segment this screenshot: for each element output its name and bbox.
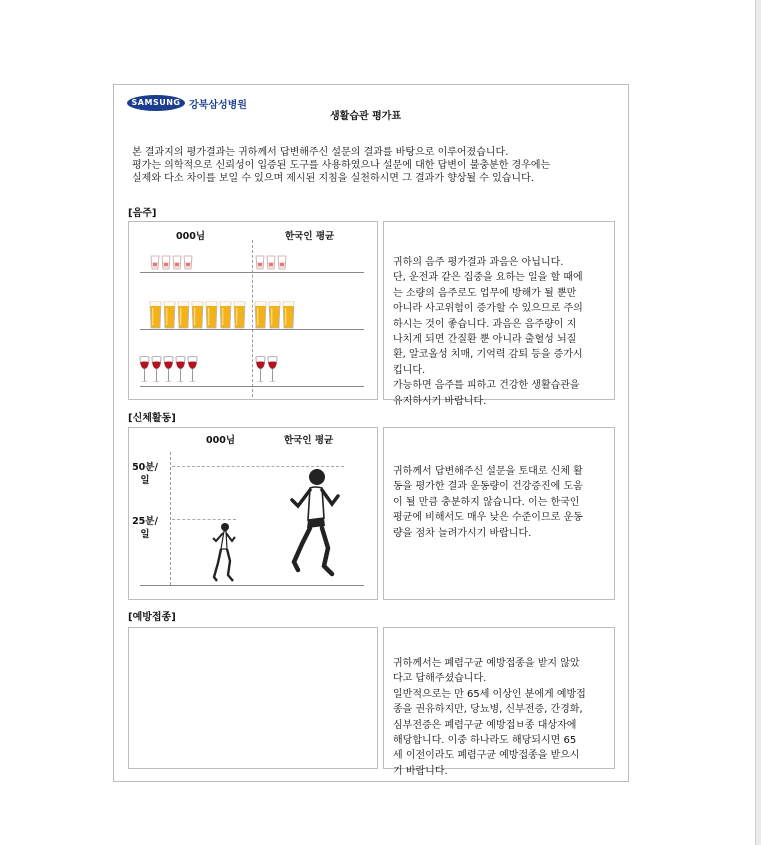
soju-glass-icon — [161, 255, 171, 270]
activity-advice-line: 평균에 비해서도 매우 낮은 수준이므로 운동 — [393, 512, 583, 524]
alcohol-row-line — [140, 272, 364, 273]
soju-glass-icon — [183, 255, 193, 270]
wine-glass-icon — [175, 356, 186, 384]
beer-glass-icon — [163, 301, 176, 329]
soju-glasses-average — [255, 255, 287, 270]
page-title: 생활습관 평가표 — [330, 111, 402, 122]
alcohol-col-average: 한국인 평균 — [285, 231, 335, 242]
beer-glass-icon — [254, 301, 267, 329]
alcohol-col-user: 000님 — [176, 231, 206, 242]
wine-glass-icon — [151, 356, 162, 384]
wine-glasses-average — [255, 356, 278, 384]
samsung-logo: SAMSUNG — [127, 95, 185, 111]
activity-col-user: 000님 — [206, 435, 236, 446]
section-label-vaccination: [예방접종] — [128, 612, 176, 623]
alcohol-advice — [393, 255, 583, 409]
intro-line: 평가는 의학적으로 신뢰성이 입증된 도구를 사용하였으나 설문에 대한 답변이 불충분한 경우에는 — [132, 160, 551, 171]
activity-y-label-high — [130, 461, 160, 487]
activity-advice-line: 동을 평가한 결과 운동량이 건강증진에 도움 — [393, 481, 583, 493]
alcohol-advice-line: 아니라 사고위험이 증가할 수 있으므로 주의 — [393, 303, 583, 315]
vaccination-advice-line: 심부전증은 폐렴구균 예방접ㅂ종 대상자에 — [393, 719, 577, 731]
soju-glass-icon — [255, 255, 265, 270]
vaccination-advice-line: 종을 권유하지만, 당뇨병, 신부전증, 간경화, — [393, 704, 583, 716]
intro-paragraph — [132, 146, 550, 185]
vaccination-advice-line: 다고 답해주셨습니다. — [393, 673, 487, 685]
activity-y-axis — [170, 452, 171, 585]
hospital-logo-text: 강북삼성병원 — [189, 100, 247, 111]
alcohol-row-line — [140, 386, 364, 387]
soju-glass-icon — [277, 255, 287, 270]
beer-glass-icon — [219, 301, 232, 329]
activity-y-low-value: 25분/ 일 — [132, 516, 158, 540]
runner-large-icon — [284, 466, 344, 584]
section-label-alcohol: [음주] — [128, 208, 157, 219]
vaccination-advice — [393, 656, 586, 779]
beer-glasses-user — [149, 301, 246, 329]
section-label-activity: [신체활동] — [128, 413, 176, 424]
alcohol-advice-line: 킵니다. — [393, 364, 426, 376]
alcohol-advice-line: 가능하면 음주를 피하고 건강한 생활습관을 — [393, 380, 580, 392]
wine-glass-icon — [255, 356, 266, 384]
alcohol-row-line — [140, 329, 364, 330]
beer-glasses-average — [254, 301, 295, 329]
alcohol-advice-line: 환, 알코올성 치매, 기억력 감퇴 등을 증가시 — [393, 349, 583, 361]
activity-y-label-low — [130, 515, 160, 541]
vaccination-advice-line: 해당합니다. 이중 하나라도 해당되시면 65 — [393, 735, 577, 747]
vaccination-advice-line: 귀하께서는 폐렴구균 예방접종을 받지 않았 — [393, 658, 580, 669]
alcohol-advice-line: 귀하의 음주 평가결과 과음은 아닙니다. — [393, 257, 564, 268]
alcohol-advice-line: 하시는 것이 좋습니다. 과음은 음주량이 지 — [393, 318, 577, 330]
beer-glass-icon — [149, 301, 162, 329]
activity-advice-line: 량을 점차 늘려가시기 바랍니다. — [393, 527, 532, 539]
activity-y-high-value: 50분/ 일 — [132, 462, 158, 486]
beer-glass-icon — [205, 301, 218, 329]
beer-glass-icon — [268, 301, 281, 329]
wine-glasses-user — [139, 356, 198, 384]
vaccination-advice-line: 세 이전이라도 폐렴구균 예방접종을 받으시 — [393, 750, 580, 762]
wine-glass-icon — [139, 356, 150, 384]
soju-glasses-user — [150, 255, 193, 270]
alcohol-advice-line: 유지하시기 바랍니다. — [393, 395, 487, 407]
alcohol-advice-line: 단, 운전과 같은 집중을 요하는 일을 할 때에 — [393, 272, 583, 284]
beer-glass-icon — [177, 301, 190, 329]
wine-glass-icon — [267, 356, 278, 384]
beer-glass-icon — [191, 301, 204, 329]
activity-baseline — [140, 585, 364, 586]
activity-advice — [393, 464, 583, 541]
runner-small-icon — [208, 521, 238, 585]
soju-glass-icon — [150, 255, 160, 270]
soju-glass-icon — [172, 255, 182, 270]
intro-line: 실제와 다소 차이를 보일 수 있으며 제시된 지침을 실천하시면 그 결과가 향상될 수 있습니다. — [132, 173, 534, 184]
soju-glass-icon — [266, 255, 276, 270]
alcohol-advice-line: 나치게 되면 간질환 뿐 아니라 출혈성 뇌질 — [393, 334, 577, 346]
intro-line: 본 결과지의 평가결과는 귀하께서 답변해주신 설문의 결과를 바탕으로 이루어졌습니다. — [132, 147, 509, 158]
alcohol-divider — [252, 240, 253, 397]
beer-glass-icon — [233, 301, 246, 329]
alcohol-advice-line: 는 소량의 음주로도 업무에 방해가 될 뿐만 — [393, 287, 577, 299]
vaccination-advice-line: 기 바랍니다. — [393, 765, 448, 777]
activity-col-average: 한국인 평균 — [284, 435, 334, 446]
wine-glass-icon — [163, 356, 174, 384]
vaccination-advice-line: 일반적으로는 만 65세 이상인 분에게 예방접 — [393, 688, 586, 700]
activity-advice-line: 이 될 만큼 충분하지 않습니다. 이는 한국인 — [393, 496, 580, 508]
beer-glass-icon — [282, 301, 295, 329]
wine-glass-icon — [187, 356, 198, 384]
activity-advice-line: 귀하께서 답변해주신 설문을 토대로 신체 활 — [393, 466, 583, 477]
vaccination-chart-box — [128, 627, 378, 769]
